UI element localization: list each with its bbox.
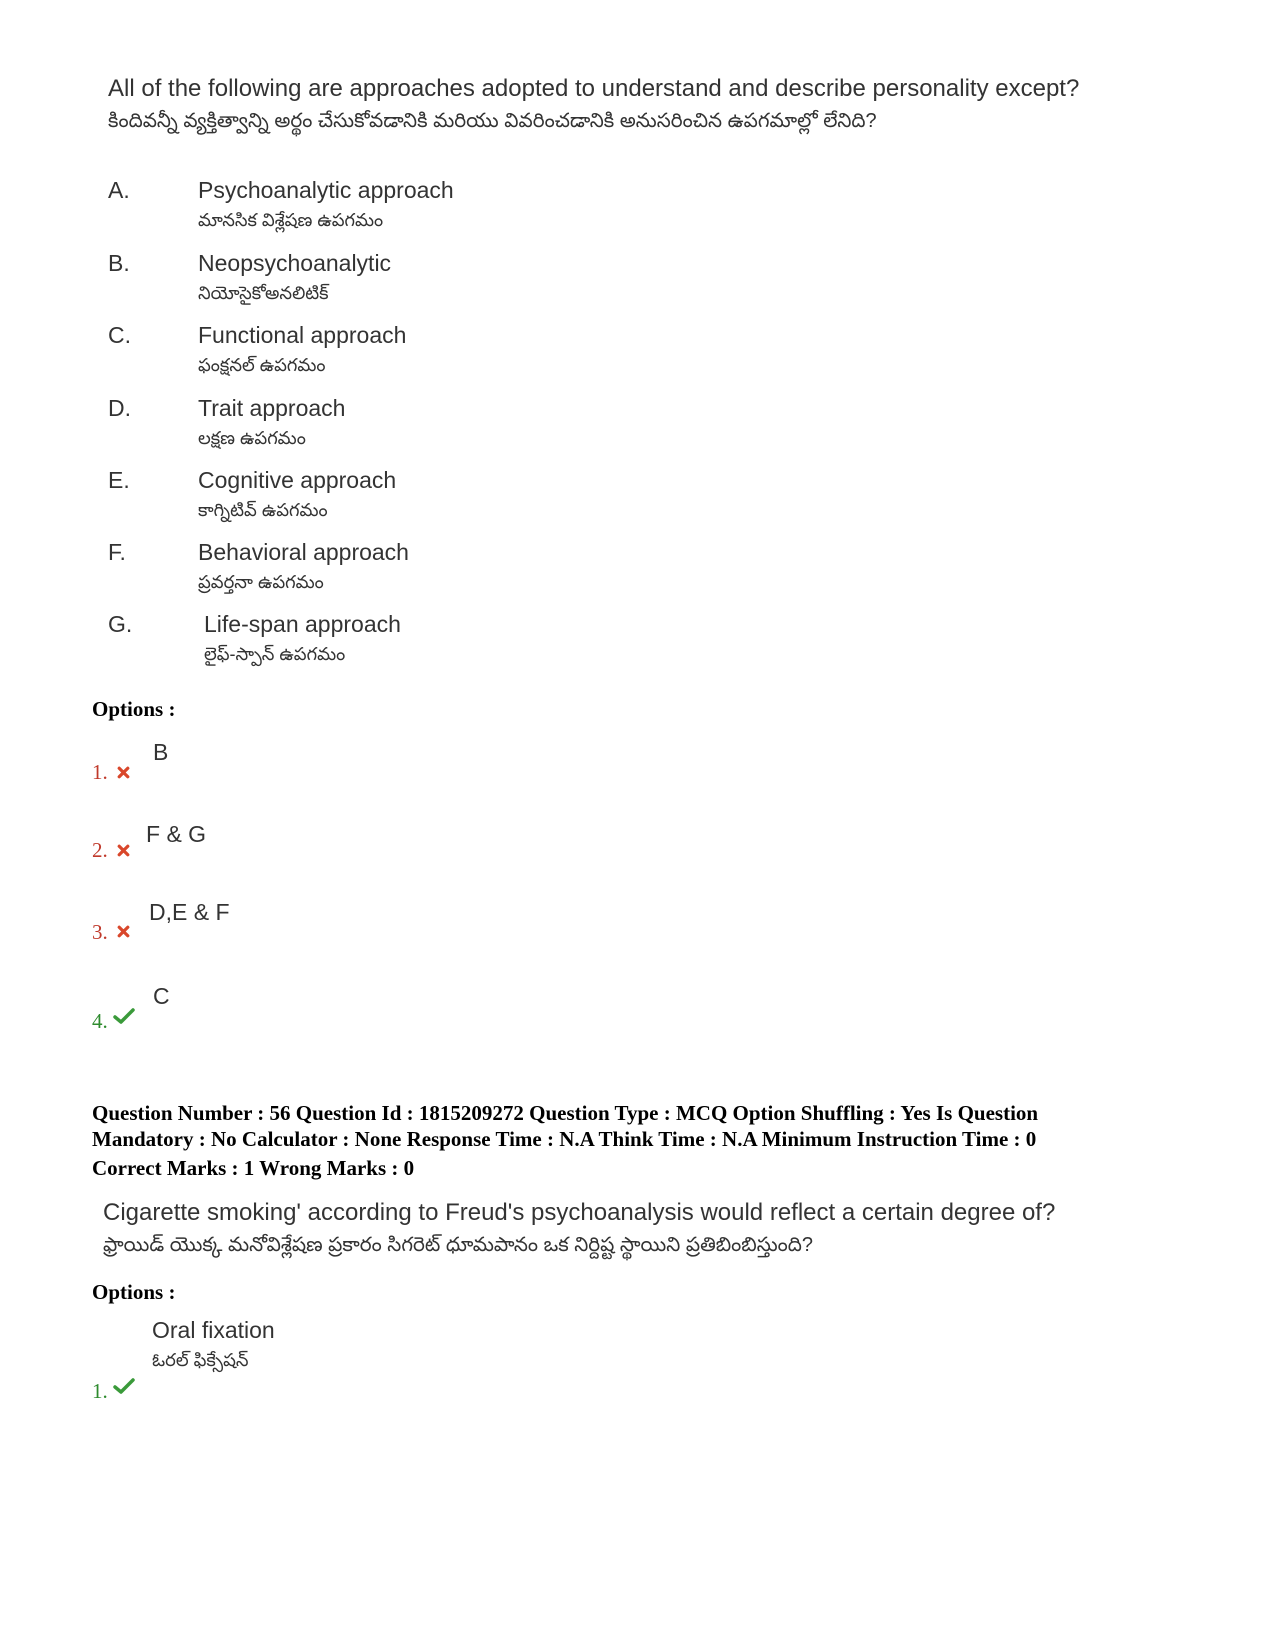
item-text-te: లక్షణ ఉపగమం bbox=[198, 428, 306, 448]
wrong-icon bbox=[116, 924, 131, 939]
option-text-en: Oral fixation bbox=[152, 1317, 275, 1343]
checkmark-icon bbox=[113, 1007, 135, 1025]
meta-line: Mandatory : No Calculator : None Response Time : N.A Think Time : N.A Minimum Instruction Time : 0 bbox=[92, 1127, 1037, 1151]
question-text-en: All of the following are approaches adopted to understand and describe personality except? bbox=[108, 75, 1080, 102]
item-text-te: మానసిక విశ్లేషణ ఉపగమం bbox=[198, 210, 384, 230]
option-text: B bbox=[153, 739, 169, 765]
options-heading: Options : bbox=[92, 697, 176, 721]
question-meta bbox=[92, 1100, 1038, 1181]
option-number: 1. bbox=[92, 760, 108, 784]
item-text-en: Behavioral approach bbox=[198, 539, 409, 565]
option-number: 3. bbox=[92, 920, 108, 944]
option-text: F & G bbox=[146, 821, 207, 847]
option-number: 4. bbox=[92, 1009, 108, 1033]
item-text-en: Functional approach bbox=[198, 322, 407, 348]
item-letter: E. bbox=[108, 467, 130, 493]
item-text-en: Cognitive approach bbox=[198, 467, 397, 493]
item-letter: F. bbox=[108, 539, 126, 565]
item-text-en: Trait approach bbox=[198, 395, 346, 421]
item-text-en: Neopsychoanalytic bbox=[198, 250, 392, 276]
item-text-te: కాగ్నిటివ్ ఉపగమం bbox=[198, 500, 328, 520]
item-letter: D. bbox=[108, 395, 131, 421]
item-text-te: నియోసైకోఅనలిటిక్ bbox=[198, 283, 329, 303]
option-number: 2. bbox=[92, 838, 108, 862]
item-letter: C. bbox=[108, 322, 131, 348]
item-text-en: Psychoanalytic approach bbox=[198, 177, 454, 203]
options-heading: Options : bbox=[92, 1280, 176, 1304]
item-letter: G. bbox=[108, 611, 133, 637]
item-text-en: Life-span approach bbox=[204, 611, 401, 637]
question-text-te: ఫ్రాయిడ్ యొక్క మనోవిశ్లేషణ ప్రకారం సిగరెట్ ధూమపానం ఒక నిర్దిష్ట స్థాయిని ప్రతిబింబిస్తుంది? bbox=[103, 1234, 814, 1256]
question-text-en: Cigarette smoking' according to Freud's psychoanalysis would reflect a certain degree of? bbox=[103, 1199, 1056, 1226]
item-text-te: ఫంక్షనల్ ఉపగమం bbox=[198, 355, 326, 375]
meta-line: Question Number : 56 Question Id : 1815209272 Question Type : MCQ Option Shuffling : Yes Is Question bbox=[92, 1101, 1039, 1125]
item-letter: A. bbox=[108, 177, 130, 203]
item-text-te: ప్రవర్తనా ఉపగమం bbox=[198, 572, 324, 592]
checkmark-icon bbox=[113, 1377, 135, 1395]
option-text: C bbox=[153, 983, 170, 1009]
wrong-icon bbox=[116, 843, 131, 858]
item-text-te: లైఫ్-స్పాన్ ఉపగమం bbox=[204, 644, 346, 664]
item-letter: B. bbox=[108, 250, 130, 276]
question-text-te: కిందివన్నీ వ్యక్తిత్వాన్ని అర్థం చేసుకోవడానికి మరియు వివరించడానికి అనుసరించిన ఉపగమాల్లో లేనిది? bbox=[108, 110, 877, 132]
wrong-icon bbox=[116, 765, 131, 780]
option-text-te: ఓరల్ ఫిక్సేషన్ bbox=[152, 1350, 249, 1370]
option-number: 1. bbox=[92, 1379, 108, 1403]
meta-line: Correct Marks : 1 Wrong Marks : 0 bbox=[92, 1156, 415, 1180]
option-text: D,E & F bbox=[149, 899, 230, 925]
